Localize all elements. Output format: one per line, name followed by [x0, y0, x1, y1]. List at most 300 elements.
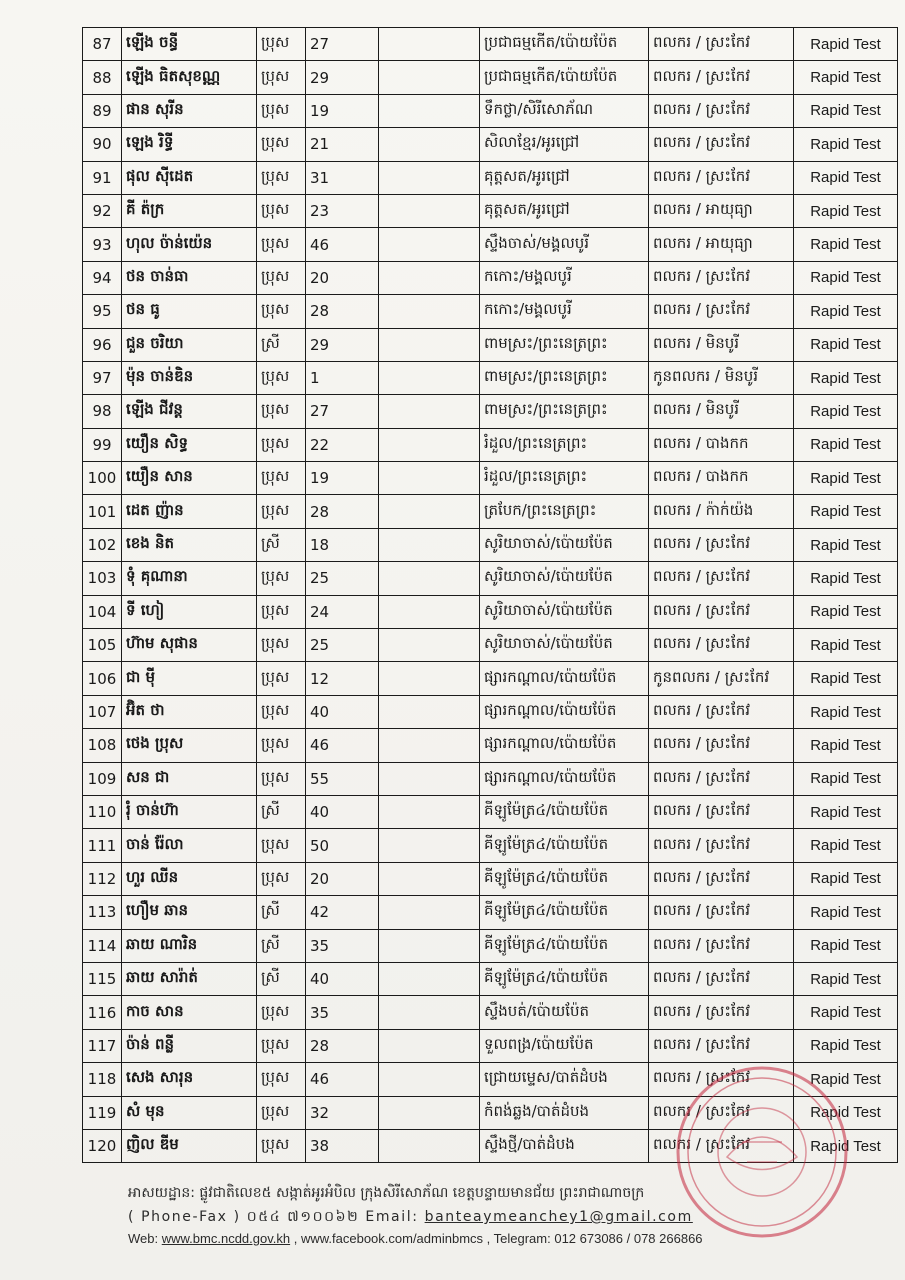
destination-cell: ពលករ / អាយុធ្យា	[649, 228, 794, 261]
row-number-cell: 93	[83, 228, 122, 261]
footer-website-link[interactable]: www.bmc.ncdd.gov.kh	[161, 1231, 291, 1246]
name-cell: ហុល ច៉ាន់យ៉េន	[122, 228, 257, 261]
destination-cell: ពលករ / ស្រះកែវ	[649, 528, 794, 561]
row-number-cell: 94	[83, 261, 122, 294]
name-cell: គី ត៉ក្រ	[122, 194, 257, 227]
name-cell: ឆាយ ណារិន	[122, 929, 257, 962]
test-type-cell: Rapid Test	[794, 695, 898, 728]
table-row	[83, 762, 898, 795]
blank-cell	[379, 562, 480, 595]
row-number-cell: 89	[83, 94, 122, 127]
destination-cell: ពលករ / ស្រះកែវ	[649, 295, 794, 328]
sex-cell: ប្រុស	[257, 261, 306, 294]
address-cell: ផ្សារកណ្តាល/ប៉ោយប៉ែត	[480, 762, 649, 795]
blank-cell	[379, 395, 480, 428]
test-type-cell: Rapid Test	[794, 1063, 898, 1096]
row-number-cell: 112	[83, 862, 122, 895]
test-type-cell: Rapid Test	[794, 962, 898, 995]
table-row	[83, 61, 898, 94]
blank-cell	[379, 261, 480, 294]
name-cell: ហួរ ឈីន	[122, 862, 257, 895]
destination-cell: ពលករ / បាងកក	[649, 462, 794, 495]
row-number-cell: 116	[83, 996, 122, 1029]
age-cell: 25	[306, 629, 379, 662]
row-number-cell: 105	[83, 629, 122, 662]
table-row	[83, 1096, 898, 1129]
blank-cell	[379, 361, 480, 394]
footer-contact	[128, 1207, 888, 1231]
table-row	[83, 1029, 898, 1062]
destination-cell: ពលករ / ស្រះកែវ	[649, 1129, 794, 1162]
row-number-cell: 109	[83, 762, 122, 795]
table-row	[83, 962, 898, 995]
row-number-cell: 102	[83, 528, 122, 561]
sex-cell: ប្រុស	[257, 94, 306, 127]
address-cell: កកោះ/មង្គលបូរី	[480, 261, 649, 294]
table-row	[83, 228, 898, 261]
blank-cell	[379, 762, 480, 795]
age-cell: 27	[306, 28, 379, 61]
blank-cell	[379, 929, 480, 962]
blank-cell	[379, 462, 480, 495]
name-cell: ម៉ុន ចាន់ឌិន	[122, 361, 257, 394]
sex-cell: ប្រុស	[257, 629, 306, 662]
table-row	[83, 629, 898, 662]
destination-cell: កូនពលករ / ស្រះកែវ	[649, 662, 794, 695]
sex-cell: ស្រី	[257, 929, 306, 962]
address-cell: គីឡូម៉ែត្រ៤/ប៉ោយប៉ែត	[480, 929, 649, 962]
sex-cell: ប្រុស	[257, 462, 306, 495]
row-number-cell: 114	[83, 929, 122, 962]
row-number-cell: 118	[83, 1063, 122, 1096]
table-row	[83, 395, 898, 428]
sex-cell: ប្រុស	[257, 61, 306, 94]
address-cell: ពាមស្រះ/ព្រះនេត្រព្រះ	[480, 395, 649, 428]
name-cell: សេង សារុន	[122, 1063, 257, 1096]
sex-cell: ស្រី	[257, 328, 306, 361]
table-row	[83, 996, 898, 1029]
name-cell: យឿន សាន	[122, 462, 257, 495]
row-number-cell: 97	[83, 361, 122, 394]
age-cell: 20	[306, 862, 379, 895]
sex-cell: ប្រុស	[257, 695, 306, 728]
test-type-cell: Rapid Test	[794, 1029, 898, 1062]
test-type-cell: Rapid Test	[794, 629, 898, 662]
blank-cell	[379, 862, 480, 895]
name-cell: ឡេង រិទ្ធី	[122, 128, 257, 161]
blank-cell	[379, 595, 480, 628]
age-cell: 24	[306, 595, 379, 628]
test-type-cell: Rapid Test	[794, 996, 898, 1029]
test-type-cell: Rapid Test	[794, 595, 898, 628]
address-cell: ផ្សារកណ្តាល/ប៉ោយប៉ែត	[480, 695, 649, 728]
destination-cell: ពលករ / ស្រះកែវ	[649, 1029, 794, 1062]
test-type-cell: Rapid Test	[794, 261, 898, 294]
footer-address: អាសយដ្ឋាន: ផ្លូវជាតិលេខ៥ សង្កាត់អូរអំបិល ក្រុងសិរីសោភ័ណ ខេត្តបន្ទាយមានជ័យ ព្រះរាជាណាចក្រ	[128, 1185, 645, 1201]
row-number-cell: 88	[83, 61, 122, 94]
destination-cell: ពលករ / ស្រះកែវ	[649, 261, 794, 294]
test-type-cell: Rapid Test	[794, 795, 898, 828]
test-type-cell: Rapid Test	[794, 862, 898, 895]
test-type-cell: Rapid Test	[794, 328, 898, 361]
name-cell: ផាន សុរីន	[122, 94, 257, 127]
destination-cell: ពលករ / ស្រះកែវ	[649, 795, 794, 828]
test-type-cell: Rapid Test	[794, 28, 898, 61]
age-cell: 40	[306, 795, 379, 828]
name-cell: ចាន់ រ៉ែលា	[122, 829, 257, 862]
address-cell: សូរិយាចាស់/ប៉ោយប៉ែត	[480, 595, 649, 628]
age-cell: 27	[306, 395, 379, 428]
destination-cell: ពលករ / ស្រះកែវ	[649, 929, 794, 962]
address-cell: ពាមស្រះ/ព្រះនេត្រព្រះ	[480, 328, 649, 361]
address-cell: គីឡូម៉ែត្រ៤/ប៉ោយប៉ែត	[480, 829, 649, 862]
test-type-cell: Rapid Test	[794, 829, 898, 862]
footer	[128, 1183, 888, 1246]
table-row	[83, 595, 898, 628]
blank-cell	[379, 662, 480, 695]
blank-cell	[379, 896, 480, 929]
blank-cell	[379, 829, 480, 862]
destination-cell: ពលករ / ស្រះកែវ	[649, 1096, 794, 1129]
blank-cell	[379, 1129, 480, 1162]
address-cell: កំពង់ឆ្លង/បាត់ដំបង	[480, 1096, 649, 1129]
destination-cell: ពលករ / ស្រះកែវ	[649, 829, 794, 862]
age-cell: 38	[306, 1129, 379, 1162]
test-type-cell: Rapid Test	[794, 1129, 898, 1162]
row-number-cell: 99	[83, 428, 122, 461]
age-cell: 50	[306, 829, 379, 862]
sex-cell: ប្រុស	[257, 729, 306, 762]
row-number-cell: 110	[83, 795, 122, 828]
row-number-cell: 90	[83, 128, 122, 161]
address-cell: កកោះ/មង្គលបូរី	[480, 295, 649, 328]
age-cell: 22	[306, 428, 379, 461]
table-row	[83, 462, 898, 495]
test-type-cell: Rapid Test	[794, 1096, 898, 1129]
destination-cell: ពលករ / ស្រះកែវ	[649, 996, 794, 1029]
table-row	[83, 862, 898, 895]
row-number-cell: 98	[83, 395, 122, 428]
table-row	[83, 261, 898, 294]
age-cell: 28	[306, 495, 379, 528]
test-type-cell: Rapid Test	[794, 295, 898, 328]
age-cell: 18	[306, 528, 379, 561]
name-cell: ឡើង ចន្ធី	[122, 28, 257, 61]
age-cell: 46	[306, 1063, 379, 1096]
destination-cell: ពលករ / ស្រះកែវ	[649, 896, 794, 929]
footer-web-label: Web:	[128, 1231, 159, 1246]
name-cell: ដេត ញ៉ាន	[122, 495, 257, 528]
age-cell: 46	[306, 729, 379, 762]
destination-cell: ពលករ / ស្រះកែវ	[649, 161, 794, 194]
sex-cell: ស្រី	[257, 896, 306, 929]
address-cell: ផ្សារកណ្តាល/ប៉ោយប៉ែត	[480, 662, 649, 695]
address-cell: គីឡូម៉ែត្រ៤/ប៉ោយប៉ែត	[480, 862, 649, 895]
destination-cell: ពលករ / ស្រះកែវ	[649, 128, 794, 161]
test-type-cell: Rapid Test	[794, 929, 898, 962]
blank-cell	[379, 194, 480, 227]
row-number-cell: 111	[83, 829, 122, 862]
footer-facebook-link[interactable]: , www.facebook.com/adminbmcs	[293, 1231, 484, 1246]
address-cell: សូរិយាចាស់/ប៉ោយប៉ែត	[480, 629, 649, 662]
table-row	[83, 795, 898, 828]
table-row	[83, 428, 898, 461]
row-number-cell: 113	[83, 896, 122, 929]
address-cell: ស្ទឹងថ្មី/បាត់ដំបង	[480, 1129, 649, 1162]
row-number-cell: 120	[83, 1129, 122, 1162]
destination-cell: ពលករ / ស្រះកែវ	[649, 94, 794, 127]
destination-cell: ពលករ / អាយុធ្យា	[649, 194, 794, 227]
row-number-cell: 119	[83, 1096, 122, 1129]
footer-phone-fax: ( Phone-Fax ) ០៥៤ ៧១០០៦២ Email:	[128, 1209, 419, 1225]
test-type-cell: Rapid Test	[794, 94, 898, 127]
name-cell: ឆាយ សារ៉ាត់	[122, 962, 257, 995]
sex-cell: ប្រុស	[257, 228, 306, 261]
blank-cell	[379, 1063, 480, 1096]
name-cell: ច៉ាន់ ពន្លី	[122, 1029, 257, 1062]
test-type-cell: Rapid Test	[794, 228, 898, 261]
name-cell: យឿន សិទ្ធ	[122, 428, 257, 461]
blank-cell	[379, 328, 480, 361]
test-type-cell: Rapid Test	[794, 61, 898, 94]
name-cell: សន ជា	[122, 762, 257, 795]
sex-cell: ប្រុស	[257, 996, 306, 1029]
sex-cell: ប្រុស	[257, 428, 306, 461]
destination-cell: ពលករ / បាងកក	[649, 428, 794, 461]
address-cell: សូរិយាចាស់/ប៉ោយប៉ែត	[480, 562, 649, 595]
row-number-cell: 108	[83, 729, 122, 762]
row-number-cell: 101	[83, 495, 122, 528]
address-cell: សិលាខ្មែរ/អូរជ្រៅ	[480, 128, 649, 161]
address-cell: រំដួល/ព្រះនេត្រព្រះ	[480, 428, 649, 461]
sex-cell: ប្រុស	[257, 295, 306, 328]
sex-cell: ប្រុស	[257, 161, 306, 194]
sex-cell: ប្រុស	[257, 595, 306, 628]
test-type-cell: Rapid Test	[794, 662, 898, 695]
row-number-cell: 104	[83, 595, 122, 628]
destination-cell: ពលករ / ស្រះកែវ	[649, 61, 794, 94]
sex-cell: ប្រុស	[257, 128, 306, 161]
row-number-cell: 92	[83, 194, 122, 227]
destination-cell: ពលករ / ស្រះកែវ	[649, 962, 794, 995]
sex-cell: ប្រុស	[257, 829, 306, 862]
name-cell: សំ មុន	[122, 1096, 257, 1129]
name-cell: ថន ធូ	[122, 295, 257, 328]
destination-cell: ពលករ / មិនបូរី	[649, 395, 794, 428]
name-cell: ទុំ គុណានា	[122, 562, 257, 595]
age-cell: 46	[306, 228, 379, 261]
sex-cell: ប្រុស	[257, 1129, 306, 1162]
destination-cell: ពលករ / ស្រះកែវ	[649, 28, 794, 61]
destination-cell: ពលករ / ស្រះកែវ	[649, 695, 794, 728]
blank-cell	[379, 295, 480, 328]
name-cell: ឡើង ធិតសុខណ្ណ	[122, 61, 257, 94]
blank-cell	[379, 228, 480, 261]
table-row	[83, 94, 898, 127]
destination-cell: ពលករ / មិនបូរី	[649, 328, 794, 361]
name-cell: ជួន ចរិយា	[122, 328, 257, 361]
destination-cell: ពលករ / ស្រះកែវ	[649, 762, 794, 795]
row-number-cell: 96	[83, 328, 122, 361]
address-cell: រំដួល/ព្រះនេត្រព្រះ	[480, 462, 649, 495]
table-row	[83, 829, 898, 862]
name-cell: ជា ម៉ី	[122, 662, 257, 695]
table-row	[83, 662, 898, 695]
table-row	[83, 328, 898, 361]
age-cell: 21	[306, 128, 379, 161]
destination-cell: ពលករ / ក៉ាក់យ៉ង	[649, 495, 794, 528]
row-number-cell: 115	[83, 962, 122, 995]
address-cell: គីឡូម៉ែត្រ៤/ប៉ោយប៉ែត	[480, 795, 649, 828]
age-cell: 25	[306, 562, 379, 595]
table-row	[83, 28, 898, 61]
test-type-cell: Rapid Test	[794, 194, 898, 227]
age-cell: 28	[306, 295, 379, 328]
age-cell: 20	[306, 261, 379, 294]
row-number-cell: 103	[83, 562, 122, 595]
name-cell: អ៊ិត ថា	[122, 695, 257, 728]
row-number-cell: 117	[83, 1029, 122, 1062]
table-row	[83, 194, 898, 227]
name-cell: ហឿម ឆាន	[122, 896, 257, 929]
age-cell: 35	[306, 996, 379, 1029]
name-cell: រុំ ចាន់ហ៊ា	[122, 795, 257, 828]
blank-cell	[379, 495, 480, 528]
age-cell: 42	[306, 896, 379, 929]
sex-cell: ប្រុស	[257, 361, 306, 394]
blank-cell	[379, 428, 480, 461]
sex-cell: ប្រុស	[257, 28, 306, 61]
age-cell: 40	[306, 695, 379, 728]
table-row	[83, 528, 898, 561]
name-cell: ខេង និត	[122, 528, 257, 561]
sex-cell: ប្រុស	[257, 194, 306, 227]
destination-cell: ពលករ / ស្រះកែវ	[649, 562, 794, 595]
footer-telegram: , Telegram: 012 673086 / 078 266866	[486, 1231, 703, 1246]
sex-cell: ប្រុស	[257, 1063, 306, 1096]
age-cell: 23	[306, 194, 379, 227]
destination-cell: កូនពលករ / មិនបូរី	[649, 361, 794, 394]
address-cell: ស្ទឹងចាស់/មង្គលបូរី	[480, 228, 649, 261]
table-row	[83, 562, 898, 595]
table-row	[83, 495, 898, 528]
blank-cell	[379, 996, 480, 1029]
name-cell: កាច សាន	[122, 996, 257, 1029]
sex-cell: ប្រុស	[257, 662, 306, 695]
row-number-cell: 87	[83, 28, 122, 61]
destination-cell: ពលករ / ស្រះកែវ	[649, 629, 794, 662]
address-cell: គុត្តសត/អូរជ្រៅ	[480, 194, 649, 227]
age-cell: 1	[306, 361, 379, 394]
table-row	[83, 128, 898, 161]
age-cell: 29	[306, 61, 379, 94]
address-cell: ស្ទឹងបត់/ប៉ោយប៉ែត	[480, 996, 649, 1029]
row-number-cell: 100	[83, 462, 122, 495]
sex-cell: ស្រី	[257, 528, 306, 561]
test-type-cell: Rapid Test	[794, 128, 898, 161]
test-type-cell: Rapid Test	[794, 562, 898, 595]
blank-cell	[379, 629, 480, 662]
row-number-cell: 107	[83, 695, 122, 728]
address-cell: ពាមស្រះ/ព្រះនេត្រព្រះ	[480, 361, 649, 394]
table-row	[83, 896, 898, 929]
name-cell: ផុល ស៊ីដេត	[122, 161, 257, 194]
test-type-cell: Rapid Test	[794, 729, 898, 762]
table-row	[83, 361, 898, 394]
sex-cell: ប្រុស	[257, 762, 306, 795]
row-number-cell: 91	[83, 161, 122, 194]
address-cell: គីឡូម៉ែត្រ៤/ប៉ោយប៉ែត	[480, 962, 649, 995]
name-cell: ឡើង ជីវន្ត	[122, 395, 257, 428]
blank-cell	[379, 962, 480, 995]
table-row	[83, 161, 898, 194]
address-cell: សូរិយាចាស់/ប៉ោយប៉ែត	[480, 528, 649, 561]
address-cell: ប្រជាធម្មកើត/ប៉ោយប៉ែត	[480, 61, 649, 94]
age-cell: 12	[306, 662, 379, 695]
sex-cell: ប្រុស	[257, 1029, 306, 1062]
row-number-cell: 106	[83, 662, 122, 695]
address-cell: ត្របែក/ព្រះនេត្រព្រះ	[480, 495, 649, 528]
blank-cell	[379, 128, 480, 161]
blank-cell	[379, 729, 480, 762]
table-row	[83, 729, 898, 762]
sex-cell: ប្រុស	[257, 1096, 306, 1129]
roster-body	[83, 28, 898, 1163]
age-cell: 32	[306, 1096, 379, 1129]
age-cell: 40	[306, 962, 379, 995]
address-cell: ផ្សារកណ្តាល/ប៉ោយប៉ែត	[480, 729, 649, 762]
age-cell: 19	[306, 462, 379, 495]
age-cell: 28	[306, 1029, 379, 1062]
blank-cell	[379, 94, 480, 127]
address-cell: ប្រជាធម្មកើត/ប៉ោយប៉ែត	[480, 28, 649, 61]
name-cell: ថន ចាន់ធា	[122, 261, 257, 294]
address-cell: គុត្តសត/អូរជ្រៅ	[480, 161, 649, 194]
blank-cell	[379, 528, 480, 561]
sex-cell: ប្រុស	[257, 862, 306, 895]
destination-cell: ពលករ / ស្រះកែវ	[649, 1063, 794, 1096]
age-cell: 55	[306, 762, 379, 795]
test-type-cell: Rapid Test	[794, 161, 898, 194]
test-type-cell: Rapid Test	[794, 395, 898, 428]
address-cell: ទួលពង្រ/ប៉ោយប៉ែត	[480, 1029, 649, 1062]
age-cell: 29	[306, 328, 379, 361]
test-type-cell: Rapid Test	[794, 762, 898, 795]
footer-email-link[interactable]: banteaymeanchey1@gmail.com	[424, 1209, 693, 1225]
table-row	[83, 295, 898, 328]
name-cell: ថេង ប្រុស	[122, 729, 257, 762]
sex-cell: ប្រុស	[257, 395, 306, 428]
blank-cell	[379, 61, 480, 94]
name-cell: ហ៊ាម សុផាន	[122, 629, 257, 662]
blank-cell	[379, 695, 480, 728]
destination-cell: ពលករ / ស្រះកែវ	[649, 862, 794, 895]
age-cell: 31	[306, 161, 379, 194]
age-cell: 19	[306, 94, 379, 127]
test-type-cell: Rapid Test	[794, 428, 898, 461]
table-row	[83, 695, 898, 728]
sex-cell: ស្រី	[257, 795, 306, 828]
table-row	[83, 1063, 898, 1096]
address-cell: ទឹកថ្លា/សិរីសោភ័ណ	[480, 94, 649, 127]
sex-cell: ប្រុស	[257, 562, 306, 595]
name-cell: ទី ហៀ	[122, 595, 257, 628]
blank-cell	[379, 161, 480, 194]
test-type-cell: Rapid Test	[794, 462, 898, 495]
destination-cell: ពលករ / ស្រះកែវ	[649, 595, 794, 628]
row-number-cell: 95	[83, 295, 122, 328]
test-type-cell: Rapid Test	[794, 361, 898, 394]
